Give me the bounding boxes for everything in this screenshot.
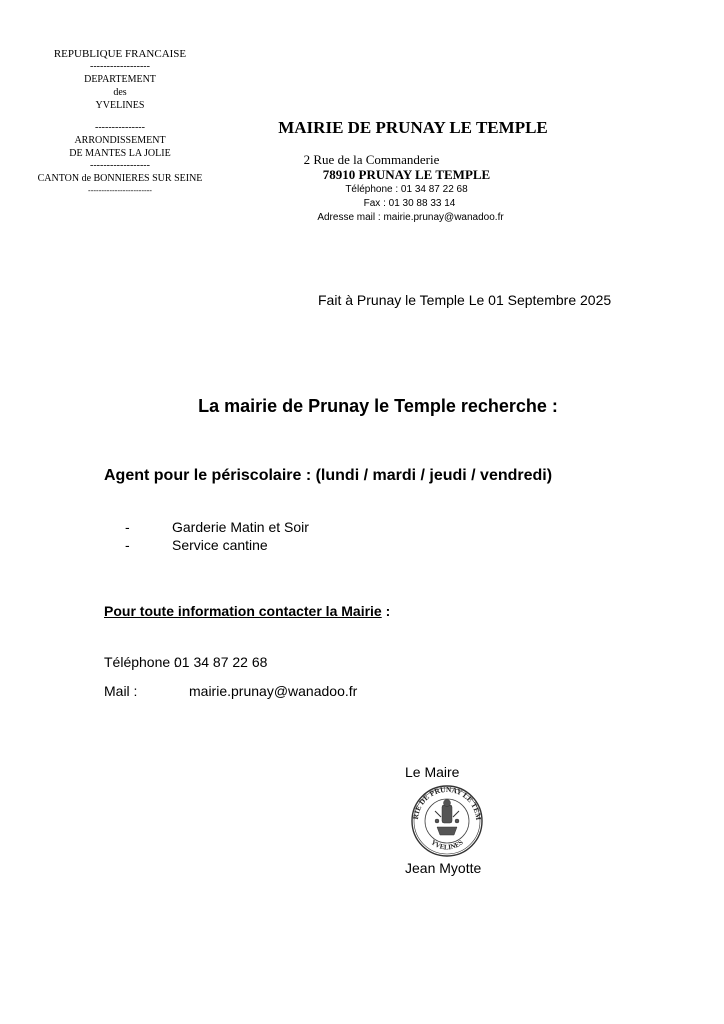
separator: ------------------ — [90, 160, 150, 171]
list-item-text: Garderie Matin et Soir — [172, 519, 309, 535]
email-row — [104, 683, 357, 699]
des-label: des — [113, 87, 127, 98]
date-line: Fait à Prunay le Temple Le 01 Septembre 2025 — [318, 292, 612, 308]
separator: ------------------ — [90, 61, 150, 72]
arrondissement-label: ARRONDISSEMENT — [74, 135, 166, 146]
header-fax: Fax : 01 30 88 33 14 — [363, 198, 456, 209]
email-label: Mail : — [104, 683, 138, 699]
bullet-dash: - — [125, 519, 130, 535]
address-street: 2 Rue de la Commanderie — [303, 152, 440, 167]
phone-label: Téléphone : — [104, 654, 178, 670]
job-title: Agent pour le périscolaire : (lundi / mardi / jeudi / vendredi) — [104, 467, 553, 484]
address-city: 78910 PRUNAY LE TEMPLE — [322, 167, 491, 182]
contact-heading-colon: : — [381, 603, 391, 619]
seal-bottom-text: YVELINES — [429, 838, 465, 852]
departement-label: DEPARTEMENT — [84, 74, 156, 85]
mantes-label: DE MANTES LA JOLIE — [69, 148, 171, 159]
contact-heading-text: Pour toute information contacter la Mairie — [104, 603, 382, 619]
email-value: mairie.prunay@wanadoo.fr — [189, 683, 358, 699]
phone-row — [104, 654, 267, 670]
headline: La mairie de Prunay le Temple recherche : — [198, 396, 558, 416]
phone-value: 01 34 87 22 68 — [174, 654, 268, 670]
separator: ------------------------ — [88, 186, 152, 195]
header-email: Adresse mail : mairie.prunay@wanadoo.fr — [317, 212, 504, 223]
republique-label: REPUBLIQUE FRANCAISE — [53, 48, 187, 60]
list-item-text: Service cantine — [172, 537, 268, 553]
list-item — [125, 537, 268, 553]
maire-title: Le Maire — [405, 764, 460, 780]
maire-name: Jean Myotte — [405, 860, 482, 876]
mairie-title: MAIRIE DE PRUNAY LE TEMPLE — [278, 118, 548, 137]
separator: --------------- — [95, 122, 145, 133]
bullet-dash: - — [125, 537, 130, 553]
canton-label: CANTON de BONNIERES SUR SEINE — [37, 173, 203, 184]
header-telephone: Téléphone : 01 34 87 22 68 — [345, 184, 468, 195]
seal-stamp-icon — [397, 783, 497, 858]
administrative-header — [20, 48, 220, 197]
contact-heading — [104, 603, 390, 619]
mairie-seal — [397, 783, 497, 858]
yvelines-label: YVELINES — [95, 100, 145, 111]
seal-text: RIE DE PRUNAY LE TEM — [410, 784, 484, 821]
list-item — [125, 519, 309, 535]
